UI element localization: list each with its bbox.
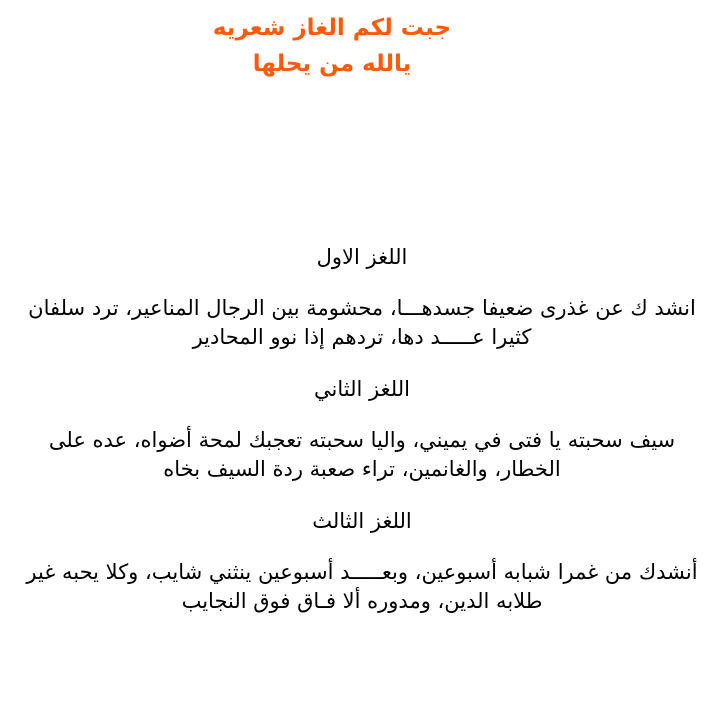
riddle-2-title: اللغز الثاني	[314, 377, 410, 401]
header-title-line-1: جبت لكم الغاز شعريه	[212, 15, 452, 41]
riddle-1-title: اللغز الاول	[316, 245, 408, 269]
header	[0, 10, 664, 82]
riddle-3-title: اللغز الثالث	[312, 509, 412, 533]
header-title-line-2: يالله من يحلها	[252, 51, 412, 77]
riddles-section	[22, 240, 702, 616]
riddle-2-text: سيف سحبته يا فتى في يميني، واليا سحبته تعجبك لمحة أضواه، عده على الخطار، والغانمين، تراء صعبة ردة السيف بخاه	[48, 428, 676, 481]
riddle-3-text: أنشدك من غمرا شبابه أسبوعين، وبعـــــد أسبوعين ينثني شايب، وكلا يحبه غير طلابه الدين، ومدوره ألا فـاق فوق النجايب	[26, 560, 698, 613]
riddle-1-text: انشد ك عن غذرى ضعيفا جسدهـــا، محشومة بين الرجال المناعير، ترد سلفان كثيرا عـــــد دها، تردهم إذا نوو المحادير	[28, 296, 696, 349]
